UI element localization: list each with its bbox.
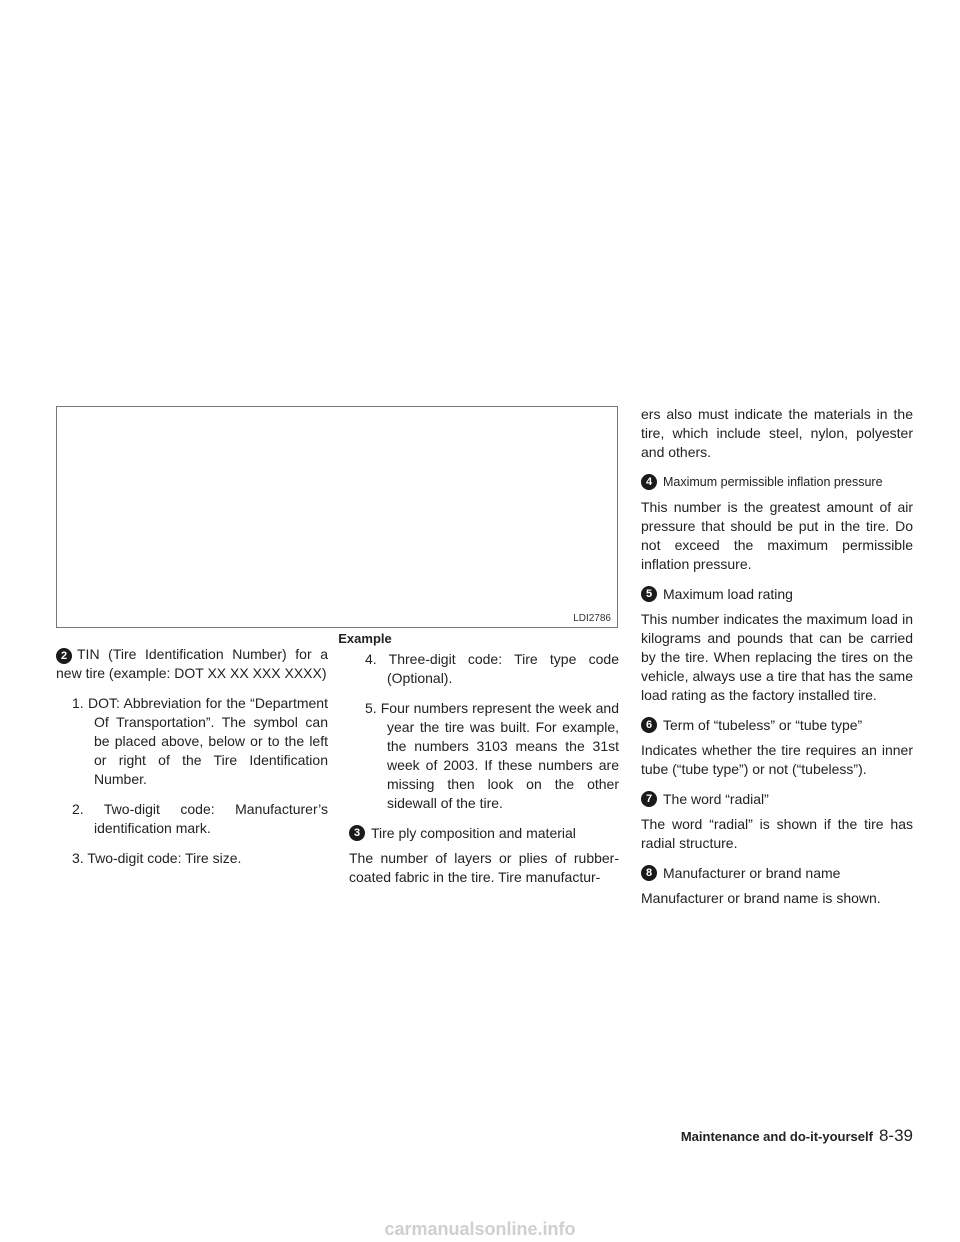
section-heading (641, 864, 913, 883)
column-3 (641, 405, 913, 919)
paragraph: Indicates whether the tire requires an inner tube (“tube type”) or not (“tubeless”). (641, 742, 913, 777)
section-heading (641, 716, 913, 735)
tin-list-continued (349, 650, 619, 813)
paragraph: The word “radial” is shown if the tire has radial structure. (641, 816, 913, 851)
section-heading (641, 473, 913, 492)
heading-text: Tire ply composition and material (371, 825, 576, 841)
paragraph: This number indicates the maximum load in kilograms and pounds that can be carried by the tire. When replacing the tires on the vehicle, always use a tire that has the same load rating as the factory installed tire. (641, 611, 913, 703)
heading-text: The word “radial” (663, 791, 769, 807)
paragraph: The number of layers or plies of rubber-coated fabric in the tire. Tire manufactur- (349, 850, 619, 885)
paragraph: This number is the greatest amount of air pressure that should be put in the tire. Do not exceed the maximum permissible inflation pressure. (641, 499, 913, 572)
heading-text: Term of “tubeless” or “tube type” (663, 717, 863, 733)
circled-number-5-icon: 5 (641, 586, 657, 602)
figure-image (56, 406, 618, 628)
watermark: carmanualsonline.info (384, 1219, 576, 1239)
footer-section-title: Maintenance and do-it-yourself (680, 1129, 873, 1144)
figure-code: LDI2786 (573, 613, 611, 624)
circled-number-6-icon: 6 (641, 717, 657, 733)
tin-list (56, 694, 328, 868)
heading-text: Maximum permissible inflation pressure (663, 475, 883, 489)
column-1 (56, 645, 328, 879)
tin-heading-text: TIN (Tire Identification Number) for a new tire (example: DOT XX XX XXX XXXX) (56, 646, 328, 681)
paragraph: ers also must indicate the materials in the tire, which include steel, nylon, polyester and others. (641, 406, 913, 460)
page-number: 8-39 (878, 1126, 913, 1145)
circled-number-3-icon: 3 (349, 825, 365, 841)
section-heading (641, 790, 913, 809)
page-footer (641, 1126, 913, 1146)
circled-number-2-icon: 2 (56, 648, 72, 664)
tin-heading (56, 645, 328, 683)
column-2 (349, 650, 619, 898)
section-heading (641, 585, 913, 604)
list-item: 1. DOT: Abbreviation for the “Department Of Transportation”. The symbol can be placed above, below or to the left or right of the Tire Identification Number. (72, 695, 328, 787)
heading-text: Maximum load rating (663, 586, 793, 602)
heading-text: Manufacturer or brand name (663, 865, 841, 881)
circled-number-7-icon: 7 (641, 791, 657, 807)
circled-number-8-icon: 8 (641, 865, 657, 881)
paragraph: Manufacturer or brand name is shown. (641, 890, 881, 906)
list-item: 3. Two-digit code: Tire size. (72, 850, 242, 866)
section-heading (349, 824, 619, 843)
figure-caption: Example (338, 631, 392, 646)
list-item: 4. Three-digit code: Tire type code (Optional). (365, 651, 619, 686)
list-item: 5. Four numbers represent the week and year the tire was built. For example, the numbers 3103 means the 31st week of 2003. If these numbers are missing then look on the other sidewall of the tire. (365, 700, 619, 811)
circled-number-4-icon: 4 (641, 474, 657, 490)
list-item: 2. Two-digit code: Manufacturer’s identification mark. (72, 801, 328, 836)
